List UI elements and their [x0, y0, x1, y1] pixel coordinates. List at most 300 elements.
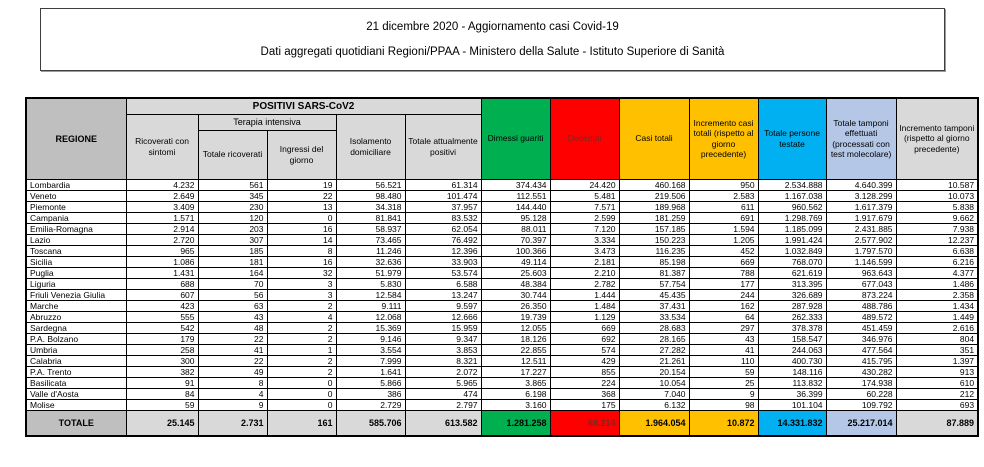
value-cell: 1.397: [896, 355, 978, 366]
table-row: [26, 289, 978, 300]
value-cell: 1.032.849: [758, 245, 826, 256]
column-header-regione: REGIONE: [26, 98, 126, 179]
value-cell: 28.683: [619, 322, 689, 333]
value-cell: 16: [267, 256, 336, 267]
value-cell: 4: [198, 388, 267, 399]
value-cell: 28.165: [619, 333, 689, 344]
value-cell: 488.786: [826, 300, 896, 311]
value-cell: 110: [689, 355, 758, 366]
value-cell: 2.210: [550, 267, 619, 278]
value-cell: 960.562: [758, 201, 826, 212]
value-cell: 12.511: [481, 355, 550, 366]
value-cell: 98: [689, 399, 758, 410]
value-cell: 9.347: [405, 333, 481, 344]
region-name: P.A. Bolzano: [26, 333, 126, 344]
value-cell: 1.617.379: [826, 201, 896, 212]
value-cell: 5.481: [550, 190, 619, 201]
value-cell: 109.792: [826, 399, 896, 410]
value-cell: 22: [198, 333, 267, 344]
table-row: [26, 355, 978, 366]
value-cell: 386: [336, 388, 405, 399]
value-cell: 22: [198, 355, 267, 366]
value-cell: 2.599: [550, 212, 619, 223]
value-cell: 2.914: [126, 223, 198, 234]
value-cell: 22.855: [481, 344, 550, 355]
value-cell: 297: [689, 322, 758, 333]
value-cell: 873.224: [826, 289, 896, 300]
value-cell: 157.185: [619, 223, 689, 234]
value-cell: 100.366: [481, 245, 550, 256]
value-cell: 1.486: [896, 278, 978, 289]
value-cell: 13: [267, 201, 336, 212]
value-cell: 2.720: [126, 234, 198, 245]
table-footer: [26, 410, 978, 436]
value-cell: 6.132: [619, 399, 689, 410]
value-cell: 45.435: [619, 289, 689, 300]
value-cell: 15.959: [405, 322, 481, 333]
value-cell: 34.318: [336, 201, 405, 212]
value-cell: 12.666: [405, 311, 481, 322]
value-cell: 423: [126, 300, 198, 311]
value-cell: 0: [267, 399, 336, 410]
value-cell: 1.431: [126, 267, 198, 278]
value-cell: 19.739: [481, 311, 550, 322]
value-cell: 37.957: [405, 201, 481, 212]
value-cell: 27.282: [619, 344, 689, 355]
value-cell: 12.237: [896, 234, 978, 245]
value-cell: 607: [126, 289, 198, 300]
report-header: [40, 8, 945, 71]
value-cell: 212: [896, 388, 978, 399]
value-cell: 9.111: [336, 300, 405, 311]
value-cell: 574: [550, 344, 619, 355]
value-cell: 429: [550, 355, 619, 366]
table-row: [26, 278, 978, 289]
value-cell: 669: [689, 256, 758, 267]
value-cell: 116.235: [619, 245, 689, 256]
value-cell: 8: [198, 377, 267, 388]
value-cell: 5.838: [896, 201, 978, 212]
value-cell: 2.616: [896, 322, 978, 333]
value-cell: 7.040: [619, 388, 689, 399]
value-cell: 30.744: [481, 289, 550, 300]
value-cell: 49: [198, 366, 267, 377]
table-row: [26, 190, 978, 201]
table-row: [26, 179, 978, 190]
totale-persone-testate: 14.331.832: [758, 410, 826, 436]
column-header-persone-testate: Totale persone testate: [758, 98, 826, 179]
table-body: [26, 179, 978, 410]
value-cell: 4.640.399: [826, 179, 896, 190]
table-row: [26, 388, 978, 399]
value-cell: 22: [267, 190, 336, 201]
value-cell: 1.594: [689, 223, 758, 234]
region-name: P.A. Trento: [26, 366, 126, 377]
value-cell: 1.167.038: [758, 190, 826, 201]
value-cell: 5.830: [336, 278, 405, 289]
value-cell: 88.011: [481, 223, 550, 234]
region-name: Campania: [26, 212, 126, 223]
value-cell: 561: [198, 179, 267, 190]
value-cell: 9.662: [896, 212, 978, 223]
value-cell: 53.574: [405, 267, 481, 278]
column-header-incremento-casi: Incremento casi totali (rispetto al giorno precedente): [689, 98, 758, 179]
value-cell: 1.444: [550, 289, 619, 300]
value-cell: 9: [198, 399, 267, 410]
value-cell: 3.409: [126, 201, 198, 212]
value-cell: 950: [689, 179, 758, 190]
value-cell: 452: [689, 245, 758, 256]
value-cell: 2.358: [896, 289, 978, 300]
value-cell: 3.128.299: [826, 190, 896, 201]
value-cell: 4.232: [126, 179, 198, 190]
value-cell: 2: [267, 300, 336, 311]
value-cell: 1.917.679: [826, 212, 896, 223]
value-cell: 12.396: [405, 245, 481, 256]
value-cell: 43: [198, 311, 267, 322]
value-cell: 17.227: [481, 366, 550, 377]
region-name: Veneto: [26, 190, 126, 201]
column-header-attualmente-positivi: Totale attualmente positivi: [405, 114, 481, 179]
value-cell: 181: [198, 256, 267, 267]
value-cell: 307: [198, 234, 267, 245]
value-cell: 20.154: [619, 366, 689, 377]
table-row: [26, 344, 978, 355]
value-cell: 368: [550, 388, 619, 399]
value-cell: 3.334: [550, 234, 619, 245]
value-cell: 26.350: [481, 300, 550, 311]
region-name: Puglia: [26, 267, 126, 278]
column-header-ingressi-giorno: Ingressi del giorno: [267, 130, 336, 179]
value-cell: 60.228: [826, 388, 896, 399]
value-cell: 244.063: [758, 344, 826, 355]
value-cell: 175: [550, 399, 619, 410]
value-cell: 162: [689, 300, 758, 311]
value-cell: 474: [405, 388, 481, 399]
value-cell: 12.584: [336, 289, 405, 300]
value-cell: 101.104: [758, 399, 826, 410]
table-row: [26, 399, 978, 410]
region-name: Emilia-Romagna: [26, 223, 126, 234]
region-name: Lazio: [26, 234, 126, 245]
value-cell: 63: [198, 300, 267, 311]
region-name: Valle d'Aosta: [26, 388, 126, 399]
report-subtitle: Dati aggregati quotidiani Regioni/PPAA - Ministero della Salute - Istituto Superiore di Sanità: [260, 45, 725, 58]
value-cell: 203: [198, 223, 267, 234]
value-cell: 10.073: [896, 190, 978, 201]
value-cell: 95.128: [481, 212, 550, 223]
value-cell: 6.588: [405, 278, 481, 289]
value-cell: 21.261: [619, 355, 689, 366]
value-cell: 11.246: [336, 245, 405, 256]
value-cell: 4: [267, 311, 336, 322]
value-cell: 3: [267, 278, 336, 289]
value-cell: 300: [126, 355, 198, 366]
value-cell: 56.521: [336, 179, 405, 190]
value-cell: 4.377: [896, 267, 978, 278]
value-cell: 345: [198, 190, 267, 201]
value-cell: 9.146: [336, 333, 405, 344]
value-cell: 610: [896, 377, 978, 388]
value-cell: 1.991.424: [758, 234, 826, 245]
value-cell: 2.729: [336, 399, 405, 410]
value-cell: 62.054: [405, 223, 481, 234]
value-cell: 542: [126, 322, 198, 333]
value-cell: 98.480: [336, 190, 405, 201]
region-name: Piemonte: [26, 201, 126, 212]
value-cell: 346.976: [826, 333, 896, 344]
region-name: Sicilia: [26, 256, 126, 267]
value-cell: 32: [267, 267, 336, 278]
value-cell: 48: [198, 322, 267, 333]
value-cell: 3: [267, 289, 336, 300]
value-cell: 326.689: [758, 289, 826, 300]
value-cell: 179: [126, 333, 198, 344]
table-row: [26, 322, 978, 333]
value-cell: 788: [689, 267, 758, 278]
value-cell: 621.619: [758, 267, 826, 278]
value-cell: 13.247: [405, 289, 481, 300]
value-cell: 7.938: [896, 223, 978, 234]
value-cell: 37.431: [619, 300, 689, 311]
value-cell: 965: [126, 245, 198, 256]
value-cell: 112.551: [481, 190, 550, 201]
value-cell: 1.797.570: [826, 245, 896, 256]
column-header-dimessi-guariti: Dimessi guariti: [481, 98, 550, 179]
table-row: [26, 212, 978, 223]
value-cell: 10.587: [896, 179, 978, 190]
table-header: [26, 98, 978, 179]
region-name: Sardegna: [26, 322, 126, 333]
table-row: [26, 333, 978, 344]
value-cell: 224: [550, 377, 619, 388]
value-cell: 148.116: [758, 366, 826, 377]
value-cell: 378.378: [758, 322, 826, 333]
value-cell: 189.968: [619, 201, 689, 212]
value-cell: 174.938: [826, 377, 896, 388]
value-cell: 15.369: [336, 322, 405, 333]
totale-attualmente-positivi: 613.582: [405, 410, 481, 436]
value-cell: 51.979: [336, 267, 405, 278]
value-cell: 81.387: [619, 267, 689, 278]
value-cell: 120: [198, 212, 267, 223]
value-cell: 313.395: [758, 278, 826, 289]
value-cell: 963.643: [826, 267, 896, 278]
table-row: [26, 300, 978, 311]
value-cell: 2.577.902: [826, 234, 896, 245]
column-header-tamponi: Totale tamponi effettuati (processati con test molecolare): [826, 98, 896, 179]
totale-ricoverati-sintomi: 25.145: [126, 410, 198, 436]
value-cell: 59: [126, 399, 198, 410]
value-cell: 219.506: [619, 190, 689, 201]
region-name: Molise: [26, 399, 126, 410]
value-cell: 2: [267, 333, 336, 344]
value-cell: 351: [896, 344, 978, 355]
region-name: Liguria: [26, 278, 126, 289]
region-name: Basilicata: [26, 377, 126, 388]
value-cell: 855: [550, 366, 619, 377]
value-cell: 158.547: [758, 333, 826, 344]
column-header-casi-totali: Casi totali: [619, 98, 689, 179]
value-cell: 9: [689, 388, 758, 399]
value-cell: 1.129: [550, 311, 619, 322]
value-cell: 73.465: [336, 234, 405, 245]
value-cell: 2.782: [550, 278, 619, 289]
value-cell: 258: [126, 344, 198, 355]
value-cell: 59: [689, 366, 758, 377]
value-cell: 57.754: [619, 278, 689, 289]
table-row: [26, 201, 978, 212]
value-cell: 177: [689, 278, 758, 289]
column-header-deceduti: Deceduti: [550, 98, 619, 179]
region-name: Umbria: [26, 344, 126, 355]
value-cell: 12.055: [481, 322, 550, 333]
value-cell: 6.198: [481, 388, 550, 399]
value-cell: 113.832: [758, 377, 826, 388]
value-cell: 25: [689, 377, 758, 388]
value-cell: 1.449: [896, 311, 978, 322]
totale-casi-totali: 1.964.054: [619, 410, 689, 436]
value-cell: 0: [267, 377, 336, 388]
value-cell: 477.564: [826, 344, 896, 355]
value-cell: 287.928: [758, 300, 826, 311]
value-cell: 688: [126, 278, 198, 289]
value-cell: 430.282: [826, 366, 896, 377]
value-cell: 669: [550, 322, 619, 333]
totale-terapia-intensiva: 2.731: [198, 410, 267, 436]
value-cell: 64: [689, 311, 758, 322]
value-cell: 84: [126, 388, 198, 399]
value-cell: 0: [267, 212, 336, 223]
value-cell: 41: [689, 344, 758, 355]
value-cell: 5.965: [405, 377, 481, 388]
value-cell: 25.603: [481, 267, 550, 278]
value-cell: 1.641: [336, 366, 405, 377]
region-name: Marche: [26, 300, 126, 311]
region-name: Friuli Venezia Giulia: [26, 289, 126, 300]
value-cell: 691: [689, 212, 758, 223]
value-cell: 33.903: [405, 256, 481, 267]
value-cell: 185: [198, 245, 267, 256]
value-cell: 611: [689, 201, 758, 212]
table-row: [26, 311, 978, 322]
region-name: Calabria: [26, 355, 126, 366]
value-cell: 3.865: [481, 377, 550, 388]
report-title: 21 dicembre 2020 - Aggiornamento casi Covid-19: [366, 21, 619, 34]
value-cell: 6.638: [896, 245, 978, 256]
value-cell: 804: [896, 333, 978, 344]
value-cell: 0: [267, 388, 336, 399]
region-name: Lombardia: [26, 179, 126, 190]
value-cell: 3.853: [405, 344, 481, 355]
value-cell: 85.198: [619, 256, 689, 267]
value-cell: 91: [126, 377, 198, 388]
value-cell: 70.397: [481, 234, 550, 245]
totale-incremento-tamponi: 87.889: [896, 410, 978, 436]
column-header-incremento-tamponi: Incremento tamponi (rispetto al giorno precedente): [896, 98, 978, 179]
value-cell: 1: [267, 344, 336, 355]
value-cell: 43: [689, 333, 758, 344]
value-cell: 677.043: [826, 278, 896, 289]
value-cell: 81.841: [336, 212, 405, 223]
totale-dimessi-guariti: 1.281.258: [481, 410, 550, 436]
value-cell: 41: [198, 344, 267, 355]
value-cell: 692: [550, 333, 619, 344]
value-cell: 24.420: [550, 179, 619, 190]
value-cell: 2: [267, 366, 336, 377]
value-cell: 489.572: [826, 311, 896, 322]
value-cell: 56: [198, 289, 267, 300]
column-header-totale-ricoverati: Totale ricoverati: [198, 130, 267, 179]
value-cell: 2: [267, 322, 336, 333]
value-cell: 1.571: [126, 212, 198, 223]
value-cell: 3.554: [336, 344, 405, 355]
value-cell: 415.795: [826, 355, 896, 366]
value-cell: 19: [267, 179, 336, 190]
table-row: [26, 366, 978, 377]
table-row: [26, 234, 978, 245]
value-cell: 2: [267, 355, 336, 366]
totale-tamponi: 25.217.014: [826, 410, 896, 436]
value-cell: 2.649: [126, 190, 198, 201]
value-cell: 262.333: [758, 311, 826, 322]
value-cell: 6.216: [896, 256, 978, 267]
value-cell: 374.434: [481, 179, 550, 190]
value-cell: 83.532: [405, 212, 481, 223]
table-row: [26, 245, 978, 256]
value-cell: 1.185.099: [758, 223, 826, 234]
covid-data-table: [25, 97, 979, 437]
value-cell: 49.114: [481, 256, 550, 267]
value-cell: 230: [198, 201, 267, 212]
table-row: [26, 377, 978, 388]
totale-deceduti: 69.214: [550, 410, 619, 436]
value-cell: 8.321: [405, 355, 481, 366]
value-cell: 33.534: [619, 311, 689, 322]
value-cell: 9.597: [405, 300, 481, 311]
value-cell: 164: [198, 267, 267, 278]
value-cell: 2.797: [405, 399, 481, 410]
value-cell: 693: [896, 399, 978, 410]
value-cell: 1.484: [550, 300, 619, 311]
value-cell: 61.314: [405, 179, 481, 190]
table-row: [26, 267, 978, 278]
value-cell: 14: [267, 234, 336, 245]
value-cell: 150.223: [619, 234, 689, 245]
totale-isolamento: 585.706: [336, 410, 405, 436]
value-cell: 460.168: [619, 179, 689, 190]
value-cell: 382: [126, 366, 198, 377]
value-cell: 7.120: [550, 223, 619, 234]
value-cell: 8: [267, 245, 336, 256]
value-cell: 101.474: [405, 190, 481, 201]
value-cell: 3.473: [550, 245, 619, 256]
value-cell: 10.054: [619, 377, 689, 388]
value-cell: 1.146.599: [826, 256, 896, 267]
column-group-terapia-intensiva: Terapia intensiva: [198, 114, 336, 130]
value-cell: 32.636: [336, 256, 405, 267]
value-cell: 36.399: [758, 388, 826, 399]
value-cell: 768.070: [758, 256, 826, 267]
value-cell: 2.431.885: [826, 223, 896, 234]
value-cell: 2.534.888: [758, 179, 826, 190]
value-cell: 144.440: [481, 201, 550, 212]
column-header-isolamento: Isolamento domiciliare: [336, 114, 405, 179]
value-cell: 16: [267, 223, 336, 234]
value-cell: 12.068: [336, 311, 405, 322]
column-header-ricoverati: Ricoverati con sintomi: [126, 114, 198, 179]
value-cell: 3.160: [481, 399, 550, 410]
